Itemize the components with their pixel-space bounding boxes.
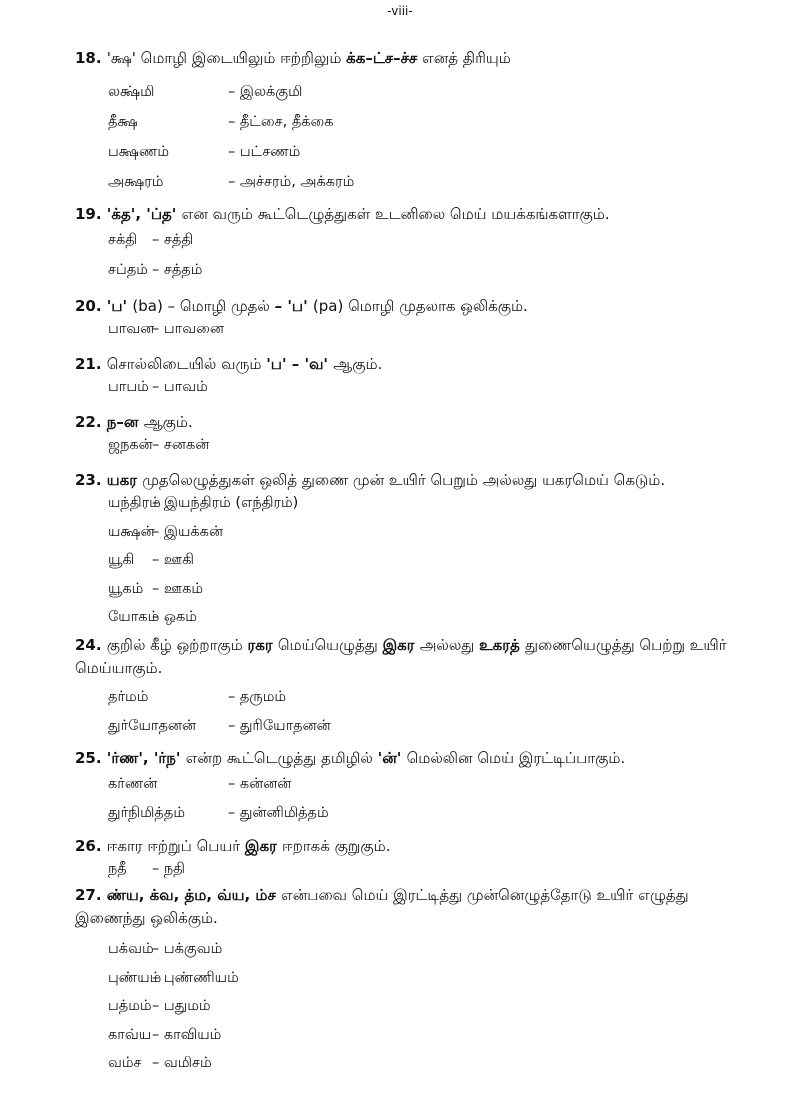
source-word: துர்நிமித்தம் <box>108 805 185 821</box>
tamil-form: – பாவம் <box>152 379 208 395</box>
source-word: யந்திரம் <box>108 495 161 511</box>
tamil-form: – ஊகி <box>152 552 194 568</box>
rule-27 <box>75 884 755 930</box>
tamil-form: – இயந்திரம் (எந்திரம்) <box>152 495 299 511</box>
source-word: சக்தி <box>108 232 138 248</box>
source-word: பக்ஷணம் <box>108 144 170 160</box>
rule-number: 19. <box>75 205 107 223</box>
rule-text: – 'ப' <box>274 297 313 315</box>
rule-number: 23. <box>75 471 107 489</box>
rule-text: ஈகார ஈற்றுப் பெயர் <box>106 837 245 855</box>
rule-text: என்ற கூட்டெழுத்து தமிழில் <box>185 749 378 767</box>
rule-text: ரகர <box>247 636 278 654</box>
rule-text: (ba) – மொழி முதல் <box>132 297 275 315</box>
rule-text: ண்ய, க்வ, த்ம, வ்ய, ம்ச <box>106 886 282 904</box>
tamil-form: – சத்தி <box>152 232 194 248</box>
rule-text: 'க்த', 'ப்த' <box>106 205 182 223</box>
source-word: நதீ <box>108 861 127 877</box>
rule-text: ஆகும். <box>143 413 193 431</box>
rule-text: துணையெழுத்து பெற்று உயிர் மெய்யாகும். <box>75 636 727 677</box>
rule-text: அல்லது <box>419 636 480 654</box>
rule-text: யகர <box>106 471 143 489</box>
tamil-form: – ஊகம் <box>152 581 204 597</box>
rule-number: 27. <box>75 886 107 904</box>
source-word: கர்ணன் <box>108 776 158 792</box>
source-word: யூகி <box>108 552 135 568</box>
tamil-form: – இயக்கன் <box>152 524 224 540</box>
rule-text: 'ப' <box>106 297 133 315</box>
tamil-form: – பக்குவம் <box>152 941 223 957</box>
source-word: தர்மம் <box>108 689 149 705</box>
rule-text: சொல்லிடையில் வரும் <box>106 355 267 373</box>
rule-22 <box>75 408 775 436</box>
rule-text: இகர <box>382 636 420 654</box>
rule-number: 22. <box>75 413 107 431</box>
source-word: வம்ச <box>108 1055 142 1071</box>
source-word: பாபம் <box>108 379 149 395</box>
source-word: தீக்ஷ <box>108 114 138 130</box>
tamil-form: – கன்னன் <box>228 776 292 792</box>
rule-number: 26. <box>75 837 107 855</box>
rule-23 <box>75 466 775 494</box>
rule-18 <box>75 44 775 72</box>
rule-text: (pa) மொழி முதலாக ஒலிக்கும். <box>312 297 528 315</box>
rule-text: என வரும் கூட்டெழுத்துகள் உடனிலை மெய் மயக்கங்களாகும். <box>181 205 610 223</box>
page-number: -viii- <box>387 4 413 18</box>
source-word: காவ்ய <box>108 1027 152 1043</box>
rule-text: 'க்ஷ' மொழி இடையிலும் ஈற்றிலும் <box>106 49 347 67</box>
rule-text: மெல்லின மெய் இரட்டிப்பாகும். <box>406 749 626 767</box>
rule-text: ஈறாகக் குறுகும். <box>282 837 391 855</box>
tamil-form: – தீட்சை, தீக்கை <box>228 114 334 130</box>
tamil-form: – நதி <box>152 861 186 877</box>
rule-number: 25. <box>75 749 107 767</box>
source-word: பக்வம் <box>108 941 154 957</box>
source-word: லக்ஷ்மி <box>108 84 155 100</box>
rule-text: 'ர்ண', 'ர்ந' <box>106 749 186 767</box>
tamil-form: – துரியோதனன் <box>228 718 331 734</box>
rule-text: எனத் திரியும் <box>417 49 511 67</box>
rule-text: இகர <box>244 837 283 855</box>
tamil-form: – ஒகம் <box>152 609 197 625</box>
source-word: யூகம் <box>108 581 144 597</box>
rule-24 <box>75 634 755 680</box>
rule-text: ஆகும். <box>333 355 383 373</box>
source-word: அக்ஷரம் <box>108 174 164 190</box>
source-word: புண்யம் <box>108 970 162 986</box>
rule-text: என்பவை மெய் இரட்டித்து முன்னெழுத்தோடு உயிர் எழுத்து இணைந்து ஒலிக்கும். <box>75 886 689 927</box>
rule-26 <box>75 832 775 860</box>
rule-text: 'ப' – 'வ' <box>266 355 334 373</box>
tamil-form: – புண்ணியம் <box>152 970 239 986</box>
rule-text: 'ன்' <box>377 749 407 767</box>
rule-number: 21. <box>75 355 107 373</box>
tamil-form: – சனகன் <box>152 437 210 453</box>
rule-text: ந–ன <box>106 413 144 431</box>
source-word: யக்ஷன் <box>108 524 155 540</box>
tamil-form: – தருமம் <box>228 689 287 705</box>
rule-text: மெய்யெழுத்து <box>277 636 383 654</box>
source-word: சப்தம் <box>108 262 148 278</box>
source-word: யோகம் <box>108 609 160 625</box>
rule-text: முதலெழுத்துகள் ஒலித் துணை முன் உயிர் பெறும் அல்லது யகரமெய் கெடும். <box>142 471 666 489</box>
source-word: பாவன <box>108 321 155 337</box>
rule-text: உகரத் <box>479 636 526 654</box>
source-word: ஜநகன் <box>108 437 153 453</box>
rule-text: குறில் கீழ் ஒற்றாகும் <box>106 636 248 654</box>
tamil-form: – பாவனை <box>152 321 224 337</box>
rule-text: க்க–ட்ச–ச்ச <box>346 49 418 67</box>
tamil-form: – அச்சரம், அக்கரம் <box>228 174 355 190</box>
tamil-form: – பட்சணம் <box>228 144 301 160</box>
rule-number: 18. <box>75 49 107 67</box>
rule-19 <box>75 200 775 228</box>
rule-20 <box>75 292 775 320</box>
rule-25 <box>75 744 775 772</box>
tamil-form: – காவியம் <box>152 1027 222 1043</box>
rule-number: 24. <box>75 636 107 654</box>
rule-number: 20. <box>75 297 107 315</box>
tamil-form: – சத்தம் <box>152 262 203 278</box>
source-word: பத்மம் <box>108 998 152 1014</box>
tamil-form: – துன்னிமித்தம் <box>228 805 329 821</box>
tamil-form: – பதுமம் <box>152 998 211 1014</box>
tamil-form: – வமிசம் <box>152 1055 212 1071</box>
rule-21 <box>75 350 775 378</box>
tamil-form: – இலக்குமி <box>228 84 303 100</box>
source-word: துர்யோதனன் <box>108 718 197 734</box>
